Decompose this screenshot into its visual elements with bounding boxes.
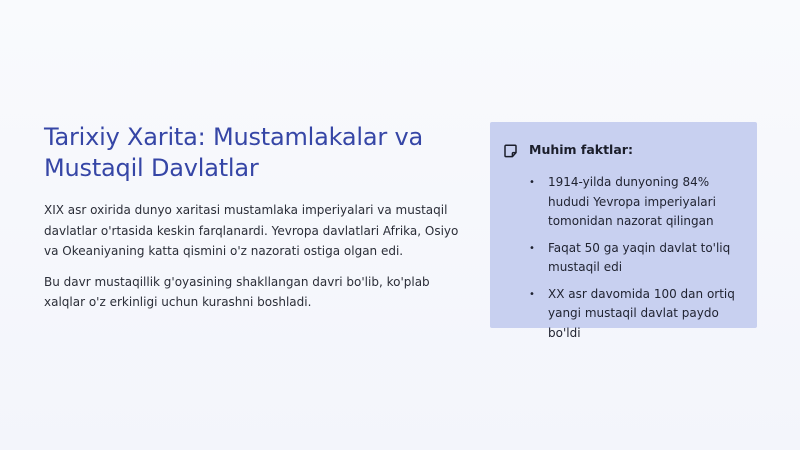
fact-item	[528, 173, 748, 232]
facts-card-title: Muhim faktlar:	[529, 142, 633, 157]
bullet-dot: •	[529, 288, 535, 300]
slide-title: Tarixiy Xarita: Mustamlakalar va Mustaqil Davlatlar	[44, 123, 424, 182]
fact-text: Faqat 50 ga yaqin davlat to'liq mustaqil edi	[548, 240, 731, 274]
fact-item	[528, 285, 748, 344]
fact-item	[528, 239, 748, 278]
fact-text: XX asr davomida 100 dan ortiq yangi mustaqil davlat paydo bo'ldi	[548, 286, 735, 340]
main-content	[44, 122, 464, 313]
facts-card	[490, 122, 757, 340]
bullet-dot: •	[529, 242, 535, 254]
facts-list	[528, 173, 748, 350]
intro-paragraph: XIX asr oxirida dunyo xaritasi mustamlaka imperiyalari va mustaqil davlatlar o'rtasida keskin farqlanardi. Yevropa davlatlari Afrika, Osiyo va Okeaniyaning katta qismini o'z nazorati ostiga olgan edi.	[44, 203, 459, 258]
note-icon	[504, 143, 517, 157]
second-paragraph: Bu davr mustaqillik g'oyasining shakllangan davri bo'lib, ko'plab xalqlar o'z erkinligi uchun kurashni boshladi.	[44, 274, 430, 309]
fact-text: 1914-yilda dunyoning 84% hududi Yevropa imperiyalari tomonidan nazorat qilingan	[548, 175, 716, 228]
facts-card-header	[504, 142, 633, 157]
bullet-dot: •	[529, 177, 535, 188]
